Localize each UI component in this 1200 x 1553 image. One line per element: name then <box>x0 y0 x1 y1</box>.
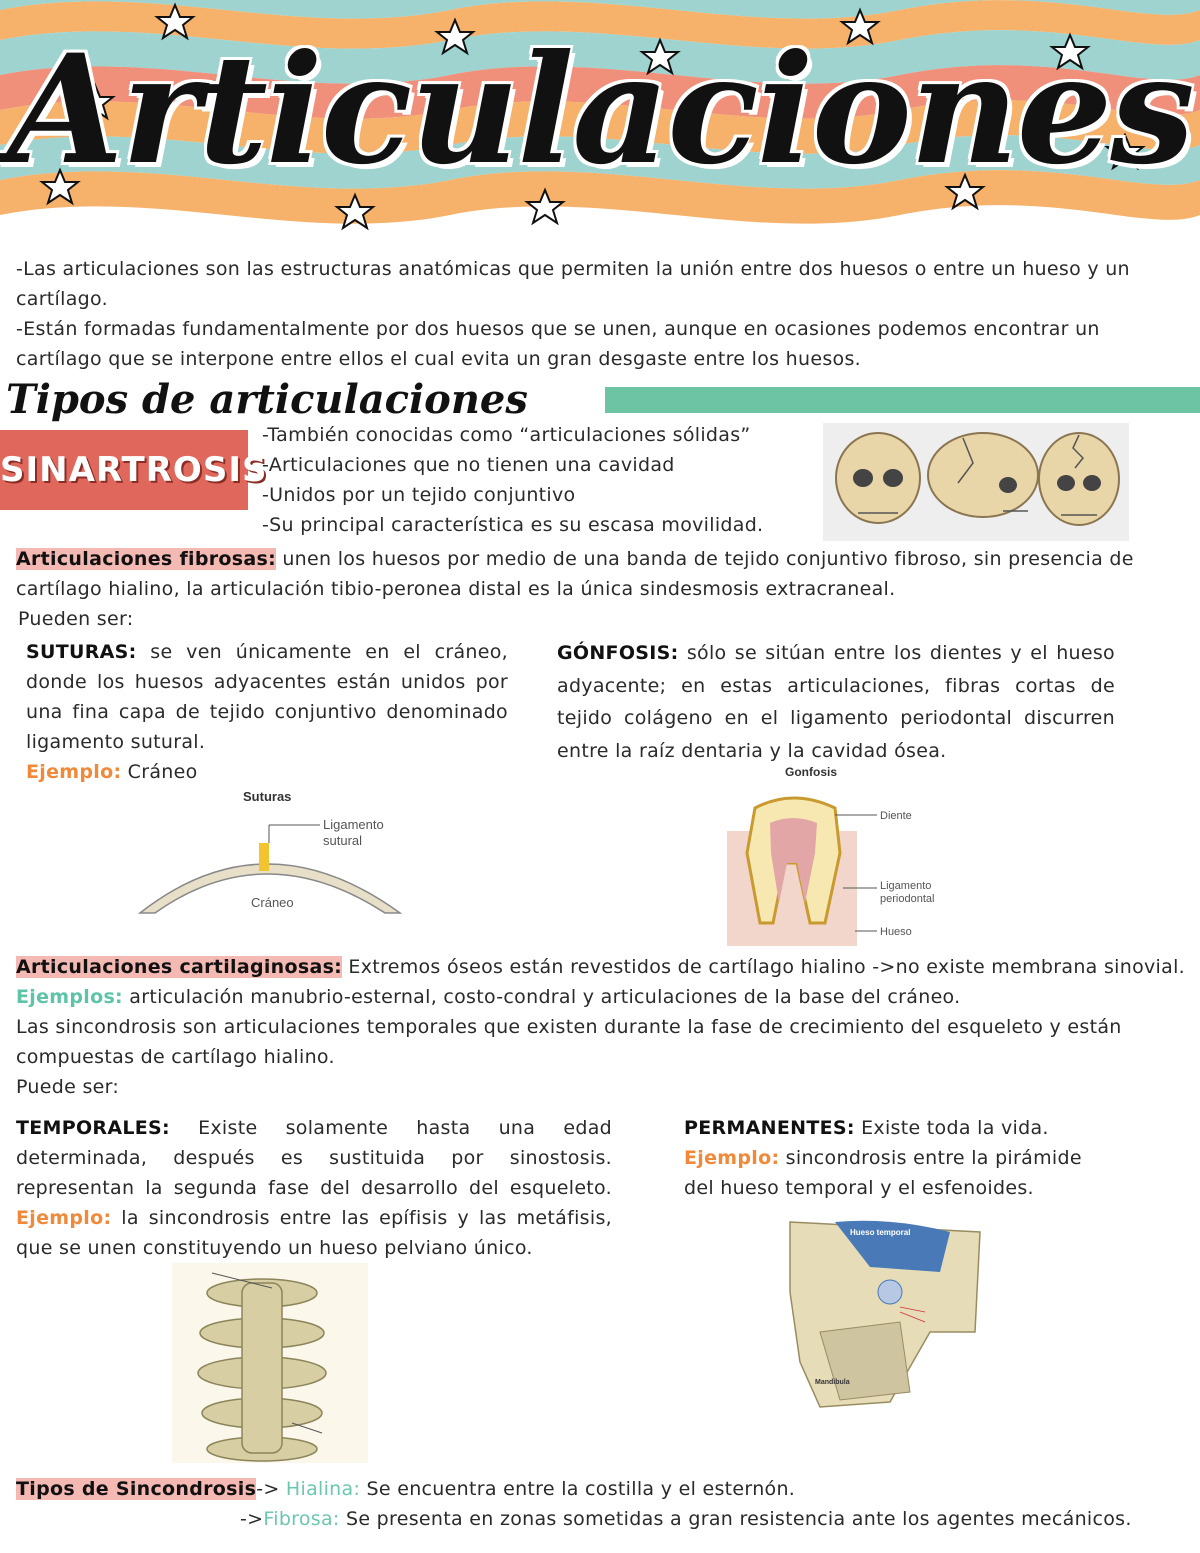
fibrosa-label: Fibrosa: <box>263 1508 340 1530</box>
temporal-fig-title: Hueso temporal <box>850 1228 911 1237</box>
tipos-line-2 <box>240 1504 1190 1534</box>
temporal-bone-image <box>780 1212 992 1410</box>
gonfosis-fig-title: Gonfosis <box>785 765 838 779</box>
permanentes-label: PERMANENTES: <box>684 1117 855 1139</box>
hialina-text: Se encuentra entre la costilla y el esternón. <box>360 1478 796 1500</box>
examples-label: Ejemplos: <box>16 986 123 1008</box>
example-label: Ejemplo: <box>16 1207 112 1229</box>
arrow: -> <box>256 1478 286 1500</box>
gonfosis-text: sólo se sitúan entre los dientes y el hueso adyacente; en estas articulaciones, fibras cortas de tejido colágeno en el ligamento periodontal discurren entre la raíz dentaria y la cavidad ósea. <box>557 642 1115 762</box>
examples-text: articulación manubrio-esternal, costo-condral y articulaciones de la base del cráneo. <box>122 986 961 1008</box>
arrow: -> <box>240 1508 264 1530</box>
permanentes-paragraph <box>684 1113 1104 1203</box>
skulls-image <box>823 423 1129 541</box>
suturas-fig-lig2: sutural <box>323 833 363 848</box>
vertebra-image <box>172 1263 368 1463</box>
example-text: Cráneo <box>121 761 198 783</box>
example-text: la sincondrosis entre las epífisis y las metáfisis, que se unen constituyendo un hueso pelviano único. <box>16 1207 612 1259</box>
fibrosas-text: unen los huesos por medio de una banda de tejido conjuntivo fibroso, sin presencia de cartílago hialino, la articulación tibio-peronea distal es la única sindesmosis extracraneal. <box>16 548 1134 600</box>
suturas-text: se ven únicamente en el cráneo, donde los huesos adyacentes están unidos por una fina capa de tejido conjuntivo denominado ligamento sutural. <box>26 641 508 753</box>
suturas-diagram <box>135 785 435 920</box>
tipos-label: Tipos de Sincondrosis <box>16 1478 257 1500</box>
temporales-label: TEMPORALES: <box>16 1117 170 1139</box>
gonfosis-fig-diente: Diente <box>880 810 912 822</box>
section-divider <box>605 387 1200 413</box>
sinartrosis-point: -Unidos por un tejido conjuntivo <box>262 484 576 506</box>
sinartrosis-point: -Su principal característica es su escasa movilidad. <box>262 514 764 536</box>
suturas-paragraph <box>26 637 508 757</box>
fibrosas-paragraph <box>16 544 1186 604</box>
sinartrosis-point: -Articulaciones que no tienen una cavidad <box>262 454 675 476</box>
cartilaginosas-text: Extremos óseos están revestidos de cartílago hialino ->no existe membrana sinovial. <box>342 956 1185 978</box>
intro-paragraph-1: -Las articulaciones son las estructuras anatómicas que permiten la unión entre dos huesos o entre un hueso y un cartílago. <box>16 258 1130 310</box>
suturas-fig-title: Suturas <box>243 789 292 804</box>
example-text: sincondrosis entre la pirámide del hueso temporal y el esfenoides. <box>684 1147 1082 1199</box>
example-label: Ejemplo: <box>26 761 122 783</box>
sinartrosis-badge: SINARTROSIS <box>0 430 248 510</box>
sincondrosis-paragraph: Las sincondrosis son articulaciones temporales que existen durante la fase de crecimiento del esqueleto y están compuestas de cartílago hialino. <box>16 1016 1122 1068</box>
gonfosis-fig-hueso: Hueso <box>880 926 912 938</box>
fibrosas-pueden: Pueden ser: <box>18 608 134 630</box>
fibrosa-text: Se presenta en zonas sometidas a gran resistencia ante los agentes mecánicos. <box>339 1508 1132 1530</box>
gonfosis-fig-lig1: Ligamento <box>880 880 932 892</box>
suturas-fig-lig1: Ligamento <box>323 817 384 832</box>
temporales-text: Existe solamente hasta una edad determinada, después es sustituida por sinostosis. representan la segunda fase del desarrollo del esqueleto. <box>16 1117 612 1199</box>
permanentes-text: Existe toda la vida. <box>854 1117 1049 1139</box>
cartilaginosas-examples <box>16 982 1191 1012</box>
sinartrosis-points <box>262 420 822 540</box>
gonfosis-label: GÓNFOSIS: <box>557 642 679 664</box>
suturas-label: SUTURAS: <box>26 641 137 663</box>
suturas-example <box>26 757 198 787</box>
cartilaginosas-label: Articulaciones cartilaginosas: <box>16 956 343 978</box>
section-title: Tipos de articulaciones <box>6 376 528 423</box>
temporal-fig-mandibula: Mandíbula <box>815 1379 850 1386</box>
gonfosis-fig-lig2: periodontal <box>880 893 935 905</box>
tipos-line-1 <box>16 1474 1196 1504</box>
temporales-paragraph <box>16 1113 612 1263</box>
page-title: Articulaciones <box>7 22 1193 198</box>
example-label: Ejemplo: <box>684 1147 780 1169</box>
intro-paragraph-2: -Están formadas fundamentalmente por dos huesos que se unen, aunque en ocasiones podemos encontrar un cartílago que se interpone entre ellos el cual evita un gran desgaste entre los huesos. <box>16 318 1100 370</box>
fibrosas-label: Articulaciones fibrosas: <box>16 548 276 570</box>
hialina-label: Hialina: <box>285 1478 361 1500</box>
suturas-fig-craneo: Cráneo <box>251 895 294 910</box>
gonfosis-paragraph <box>557 637 1115 767</box>
cartilaginosas-puede: Puede ser: <box>16 1076 120 1098</box>
cartilaginosas-paragraph <box>16 952 1191 982</box>
sinartrosis-point: -También conocidas como “articulaciones sólidas” <box>262 424 751 446</box>
gonfosis-diagram <box>725 763 965 948</box>
